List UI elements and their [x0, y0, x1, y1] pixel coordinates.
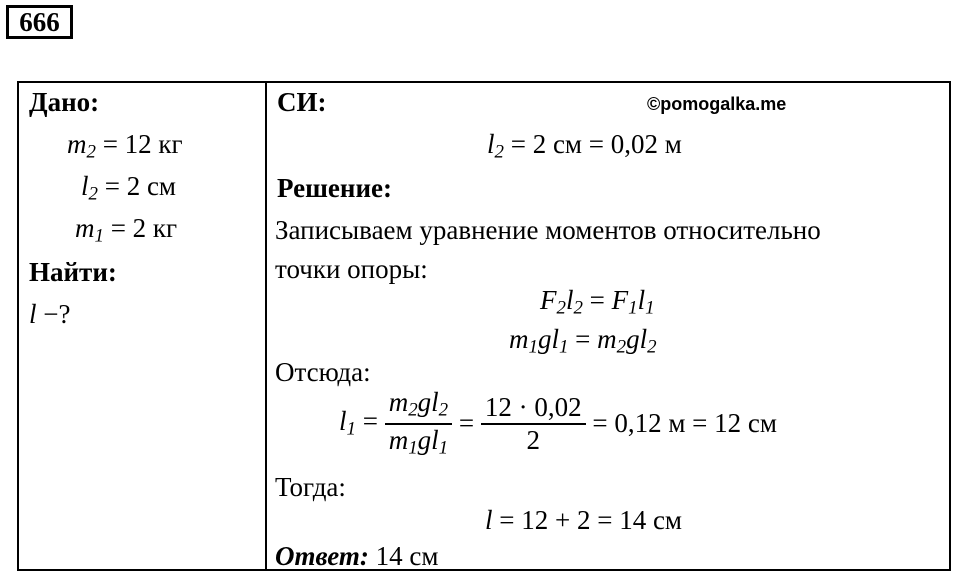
- then-label: Тогда:: [275, 472, 346, 502]
- answer-line: [275, 543, 438, 570]
- derivation-formula: $l_1$ = $\frac{m_2gl_2}{m_1gl_1}$ = $\frac{12 \cdot 0,02}{2}$ = 0,12 м = 12 см: [339, 387, 777, 459]
- given-item-m2: $m_2 = 12$ кг: [67, 129, 183, 163]
- fraction-symbolic: $\frac{m_2gl_2}{m_1gl_1}$: [385, 389, 452, 458]
- solution-intro-line2: точки опоры:: [275, 254, 428, 284]
- answer-label: Ответ:: [275, 541, 369, 571]
- solution-table: [17, 81, 951, 571]
- given-item-m1: $m_1 = 2$ кг: [75, 213, 178, 247]
- si-conversion: $l_2 = 2$ см = 0,02 м: [487, 129, 682, 163]
- fraction-numeric: $\frac{12 \cdot 0,02}{2}$: [481, 394, 586, 454]
- si-heading: СИ:: [277, 87, 327, 117]
- moment-equation-2: $m_1gl_1 = m_2gl_2$: [509, 324, 657, 358]
- find-heading: Найти:: [29, 257, 117, 287]
- solution-heading: Решение:: [277, 173, 392, 203]
- formula-result: = 0,12 м = 12 см: [592, 408, 777, 439]
- find-item: l −?: [29, 299, 71, 329]
- answer-value: 14 см: [375, 541, 439, 571]
- final-equation: l = 12 + 2 = 14 см: [485, 505, 683, 535]
- solution-intro-line1: Записываем уравнение моментов относительно: [275, 215, 821, 245]
- watermark: ©pomogalka.me: [647, 94, 787, 114]
- moment-equation-1: $F_2l_2 = F_1l_1$: [540, 285, 655, 319]
- hence-label: Отсюда:: [275, 357, 371, 387]
- given-heading: Дано:: [29, 87, 100, 117]
- column-divider: [265, 83, 267, 569]
- problem-number: 666: [6, 5, 73, 39]
- given-item-l2: $l_2 = 2$ см: [81, 171, 177, 205]
